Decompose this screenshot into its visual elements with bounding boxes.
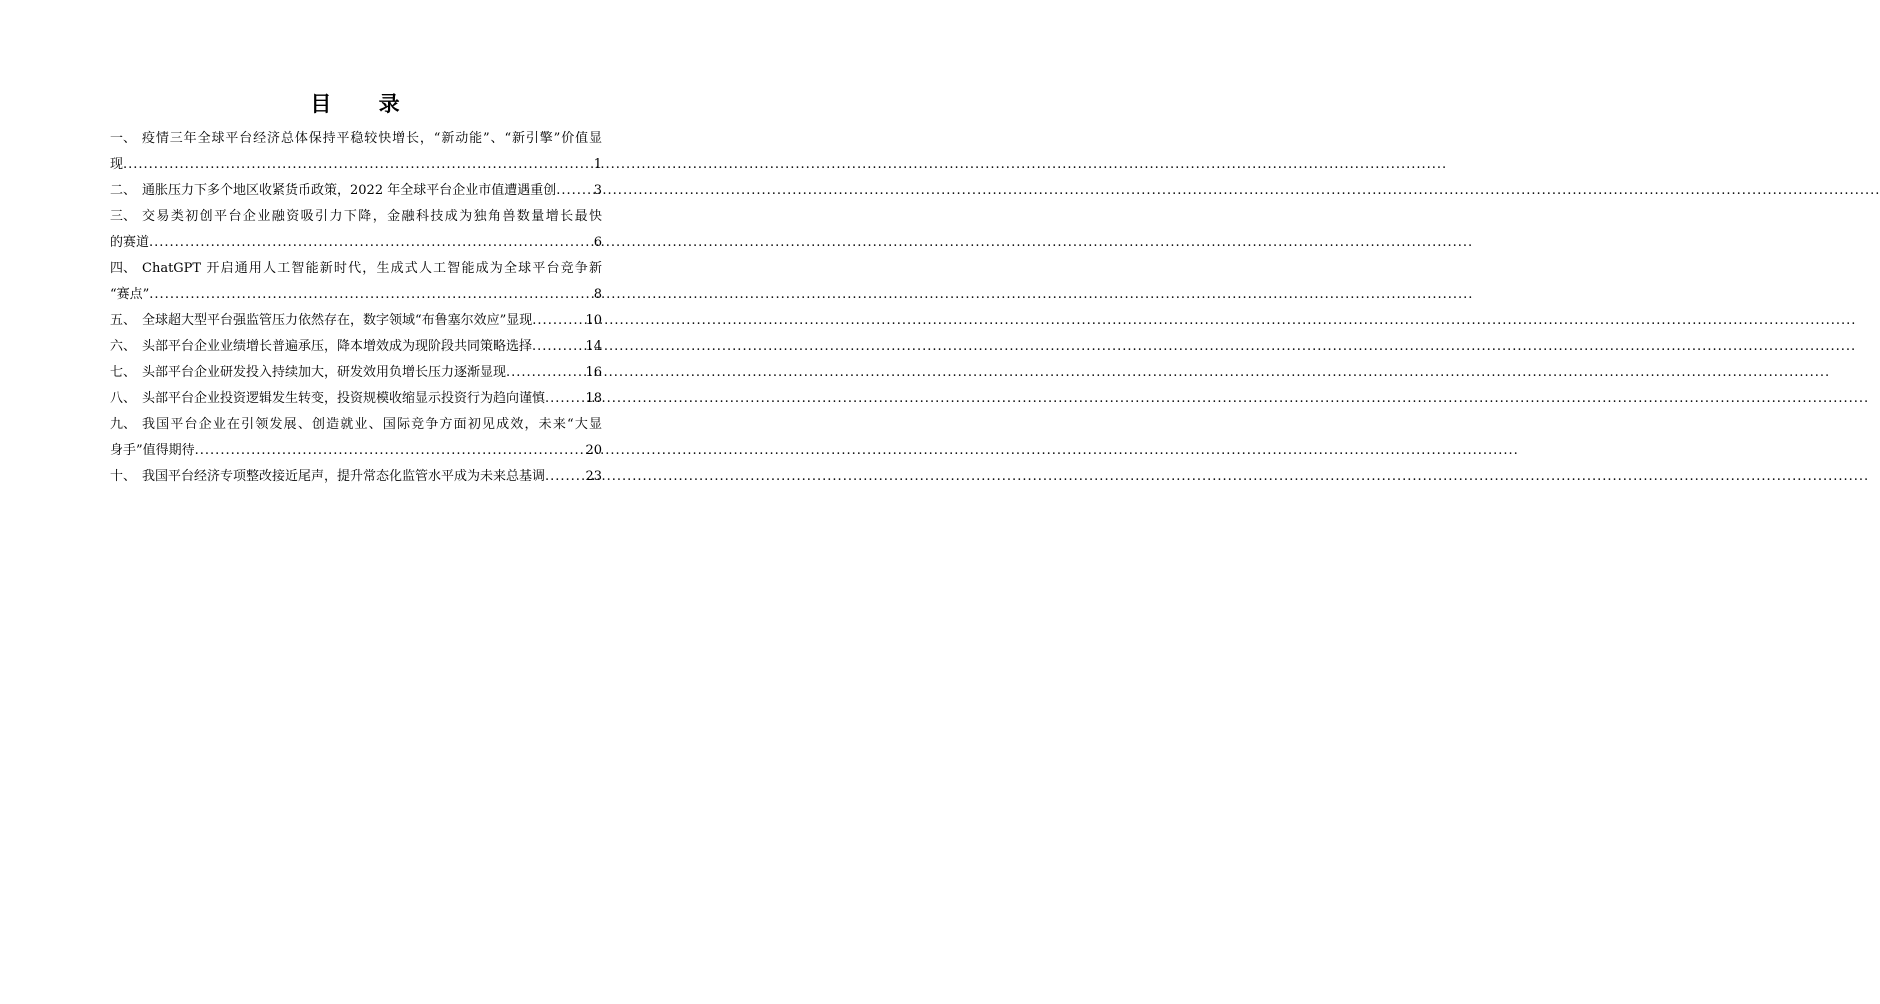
toc-entry-title-cont: 身手”值得期待: [110, 443, 195, 458]
toc-page-number: 20: [585, 443, 602, 458]
toc-leader-dots: [123, 152, 594, 178]
toc-entry-number: 七、: [110, 365, 137, 380]
toc-entry-6[interactable]: [110, 334, 602, 360]
toc-entry-number: 三、: [110, 209, 137, 224]
toc-entry-number: 五、: [110, 313, 137, 328]
toc-leader-dots: [149, 282, 593, 308]
toc-entry-2[interactable]: [110, 178, 602, 204]
toc-leader-dots: [545, 386, 585, 412]
toc-entry-title: 我国平台企业在引领发展、创造就业、国际竞争方面初见成效，未来“大显: [142, 417, 602, 432]
toc-entry-title: 我国平台经济专项整改接近尾声，提升常态化监管水平成为未来总基调: [142, 469, 546, 484]
toc-page-number: 23: [585, 469, 602, 484]
toc-entry-1[interactable]: [110, 126, 602, 178]
toc-entry-line: [110, 334, 602, 360]
toc-page-number: 10: [585, 313, 602, 328]
toc-entry-number: 一、: [110, 131, 137, 146]
toc-entry-title-cont: “赛点”: [110, 287, 150, 302]
toc-entry-title: 头部平台企业研发投入持续加大，研发效用负增长压力逐渐显现: [142, 365, 507, 380]
toc-entry-7[interactable]: [110, 360, 602, 386]
toc-page-number: 8: [593, 287, 602, 302]
toc-entry-number: 二、: [110, 183, 137, 198]
toc-entry-number: 四、: [110, 261, 137, 276]
toc-entry-line: [110, 204, 602, 230]
toc-page-number: 14: [585, 339, 602, 354]
toc-entry-line: [110, 438, 602, 464]
toc-entry-title: ChatGPT 开启通用人工智能新时代，生成式人工智能成为全球平台竞争新: [142, 261, 602, 276]
toc-entry-line: [110, 282, 602, 308]
toc-entry-title: 头部平台企业投资逻辑发生转变，投资规模收缩显示投资行为趋向谨慎: [142, 391, 546, 406]
toc-entry-line: [110, 360, 602, 386]
toc-entry-line: [110, 412, 602, 438]
toc-leader-dots: [556, 178, 594, 204]
toc-entry-title: 头部平台企业业绩增长普遍承压，降本增效成为现阶段共同策略选择: [142, 339, 533, 354]
toc-entry-number: 六、: [110, 339, 137, 354]
toc-page-number: 16: [585, 365, 602, 380]
toc-entry-title-cont: 现: [110, 157, 124, 172]
toc-entry-9[interactable]: [110, 412, 602, 464]
toc-entry-number: 八、: [110, 391, 137, 406]
toc-list: [110, 126, 602, 490]
toc-entry-number: 十、: [110, 469, 137, 484]
toc-entry-line: [110, 178, 602, 204]
toc-entry-line: [110, 152, 602, 178]
toc-entry-title-cont: 的赛道: [110, 235, 150, 250]
toc-leader-dots: [195, 438, 586, 464]
toc-entry-8[interactable]: [110, 386, 602, 412]
toc-leader-dots: [149, 230, 594, 256]
toc-entry-title: 全球超大型平台强监管压力依然存在，数字领域“布鲁塞尔效应”显现: [142, 313, 533, 328]
toc-entry-5[interactable]: [110, 308, 602, 334]
toc-entry-title: 疫情三年全球平台经济总体保持平稳较快增长，“新动能”、“新引擎”价值显: [142, 131, 602, 146]
toc-entry-line: [110, 386, 602, 412]
toc-leader-dots: [532, 334, 585, 360]
toc-entry-3[interactable]: [110, 204, 602, 256]
toc-entry-line: [110, 230, 602, 256]
toc-entry-line: [110, 256, 602, 282]
toc-entry-4[interactable]: [110, 256, 602, 308]
toc-page-number: 6: [593, 235, 602, 250]
toc-entry-title: 交易类初创平台企业融资吸引力下降，金融科技成为独角兽数量增长最快: [142, 209, 602, 224]
document-page: [0, 0, 710, 1004]
toc-entry-10[interactable]: [110, 464, 602, 490]
toc-entry-line: [110, 308, 602, 334]
toc-leader-dots: [532, 308, 585, 334]
toc-title: 目 录: [310, 92, 420, 116]
toc-entry-line: [110, 464, 602, 490]
toc-page-number: 3: [593, 183, 602, 198]
toc-leader-dots: [506, 360, 585, 386]
toc-entry-title: 通胀压力下多个地区收紧货币政策，2022 年全球平台企业市值遭遇重创: [142, 183, 557, 198]
toc-page-number: 18: [585, 391, 602, 406]
toc-page-number: 1: [593, 157, 602, 172]
toc-leader-dots: [545, 464, 585, 490]
toc-entry-line: [110, 126, 602, 152]
toc-entry-number: 九、: [110, 417, 137, 432]
